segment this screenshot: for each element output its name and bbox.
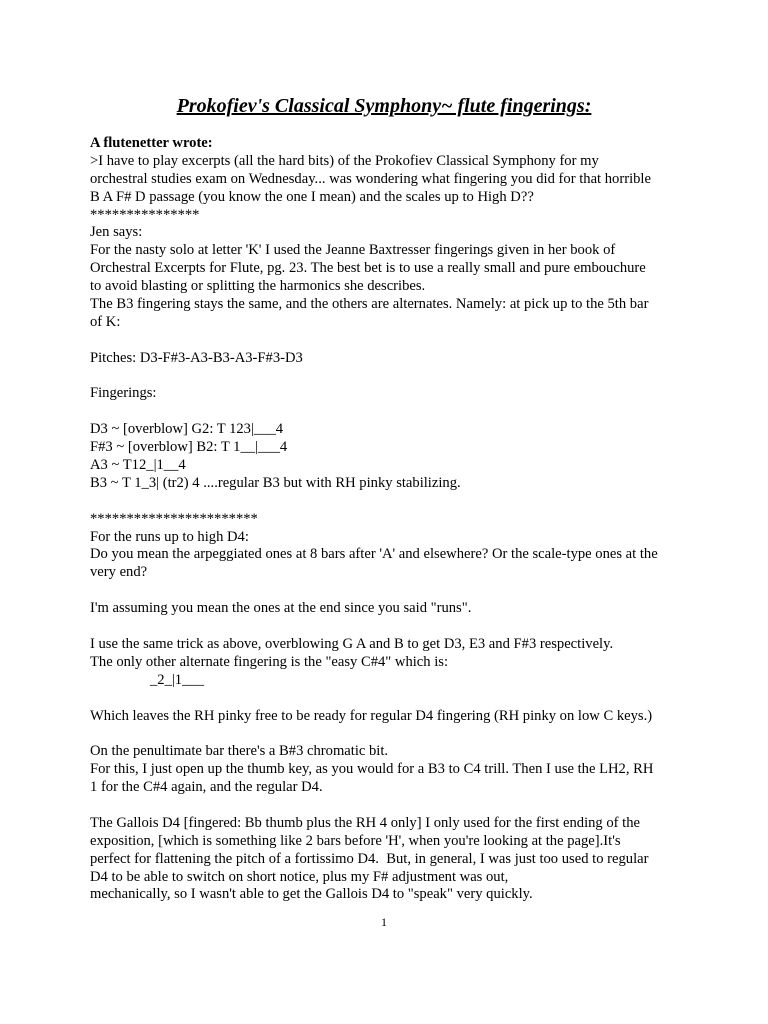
text-line: F#3 ~ [overblow] B2: T 1__|___4: [90, 439, 288, 456]
text-line: exposition, [which is something like 2 bars before 'H', when you're looking at the page].It's: [90, 832, 621, 849]
text-line: Pitches: D3-F#3-A3-B3-A3-F#3-D3: [90, 349, 303, 366]
text-line: to avoid blasting or splitting the harmonics she describes.: [90, 278, 426, 295]
document-body: [90, 135, 690, 904]
text-line: very end?: [90, 564, 148, 581]
text-line: Do you mean the arpeggiated ones at 8 bars after 'A' and elsewhere? Or the scale-type ones at the: [90, 546, 658, 563]
blank-line: [90, 582, 690, 600]
text-line: For this, I just open up the thumb key, as you would for a B3 to C4 trill. Then I use the LH2, RH: [90, 761, 654, 778]
text-line: mechanically, so I wasn't able to get the Gallois D4 to "speak" very quickly.: [90, 886, 533, 903]
blank-line: [90, 493, 690, 511]
blank-line: [90, 618, 690, 636]
page-title: Prokofiev's Classical Symphony~ flute fingerings:: [176, 95, 592, 117]
text-line: The Gallois D4 [fingered: Bb thumb plus the RH 4 only] I only used for the first ending of the: [90, 814, 641, 831]
text-line: D3 ~ [overblow] G2: T 123|___4: [90, 421, 284, 438]
text-line: B A F# D passage (you know the one I mean) and the scales up to High D??: [90, 188, 534, 205]
text-line: Jen says:: [90, 224, 143, 241]
text-line: A3 ~ T12_|1__4: [90, 457, 186, 474]
blank-line: [90, 332, 690, 350]
page-number: 1: [381, 915, 387, 929]
text-line: of K:: [90, 313, 121, 330]
text-line: Which leaves the RH pinky free to be ready for regular D4 fingering (RH pinky on low C keys.): [90, 707, 653, 724]
text-line: Orchestral Excerpts for Flute, pg. 23. The best bet is to use a really small and pure embouchure: [90, 260, 646, 277]
text-line: For the nasty solo at letter 'K' I used the Jeanne Baxtresser fingerings given in her book of: [90, 242, 616, 259]
text-line: Fingerings:: [90, 385, 157, 402]
text-line: I'm assuming you mean the ones at the end since you said "runs".: [90, 600, 472, 617]
text-line: D4 to be able to switch on short notice, plus my F# adjustment was out,: [90, 868, 509, 885]
text-line: perfect for flattening the pitch of a fortissimo D4. But, in general, I was just too used to regular: [90, 850, 649, 867]
text-line: 1 for the C#4 again, and the regular D4.: [90, 779, 323, 796]
text-line: orchestral studies exam on Wednesday... was wondering what fingering you did for that horrible: [90, 170, 651, 187]
text-line: >I have to play excerpts (all the hard bits) of the Prokofiev Classical Symphony for my: [90, 152, 599, 169]
blank-line: [90, 690, 690, 708]
text-line: On the penultimate bar there's a B#3 chromatic bit.: [90, 743, 389, 760]
text-line: The only other alternate fingering is the "easy C#4" which is:: [90, 653, 449, 670]
text-line: B3 ~ T 1_3| (tr2) 4 ....regular B3 but with RH pinky stabilizing.: [90, 474, 461, 491]
blank-line: [90, 368, 690, 386]
separator-line: ***********************: [90, 510, 258, 527]
text-line: A flutenetter wrote:: [90, 135, 213, 151]
separator-line: ***************: [90, 206, 200, 223]
text-line: For the runs up to high D4:: [90, 528, 249, 545]
text-line: I use the same trick as above, overblowing G A and B to get D3, E3 and F#3 respectively.: [90, 635, 614, 652]
fingering-line: _2_|1___: [150, 671, 204, 688]
blank-line: [90, 403, 690, 421]
blank-line: [90, 725, 690, 743]
text-line: The B3 fingering stays the same, and the others are alternates. Namely: at pick up to the 5th bar: [90, 296, 649, 313]
blank-line: [90, 797, 690, 815]
